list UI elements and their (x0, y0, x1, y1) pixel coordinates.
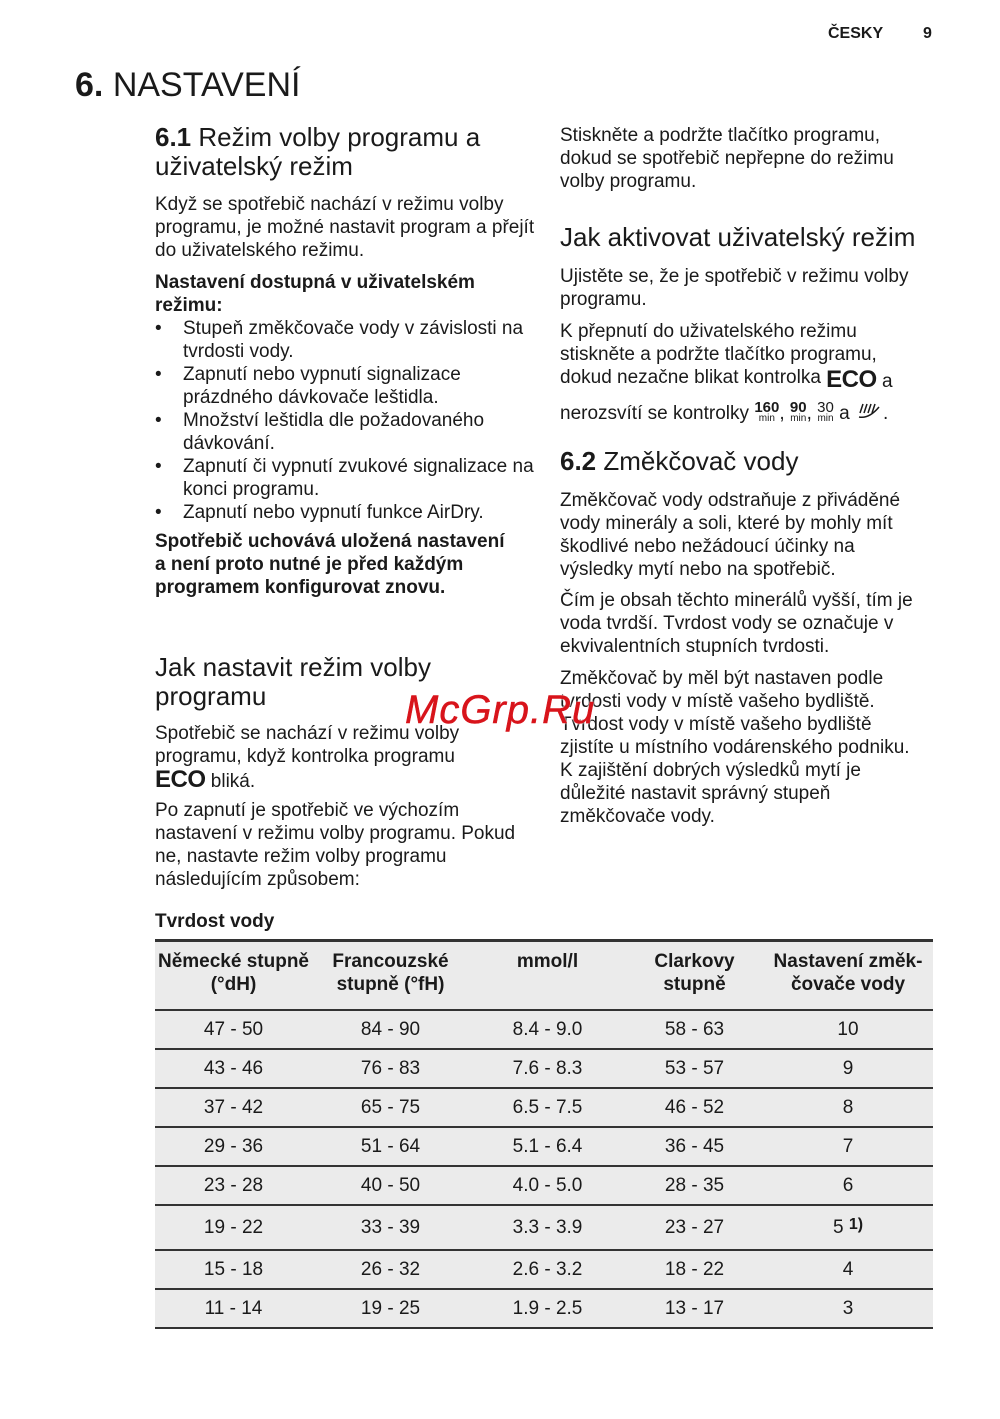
text: bliká. (210, 771, 256, 792)
section-6-2-heading (560, 447, 940, 476)
table-cell: 29 - 36 (155, 1127, 312, 1166)
chapter-number: 6. (75, 66, 104, 104)
table-cell: 1.9 - 2.5 (469, 1289, 626, 1328)
paragraph: Změkčovač by měl být nastaven podle tvrdosti vody v místě vašeho bydliště. Tvrdost vody v místě vašeho bydliště zjistíte u místního vodárenského podniku. K zajištění dobrých výsledků mytí je důležité nastavit správný stupeň změkčovače vody. (560, 668, 910, 827)
footnote-mark: 1) (848, 1216, 864, 1233)
table-row (155, 1127, 933, 1166)
table-cell: 6.5 - 7.5 (469, 1088, 626, 1127)
set-mode-heading: Jak nastavit režim volby programu (155, 652, 431, 711)
table-cell: 15 - 18 (155, 1250, 312, 1289)
eco-indicator-icon: ECO (155, 766, 206, 793)
table-row (155, 1289, 933, 1328)
section-number: 6.1 (155, 122, 192, 152)
table-cell: 76 - 83 (312, 1049, 469, 1088)
page-number: 9 (923, 25, 932, 42)
table-cell: 84 - 90 (312, 1010, 469, 1049)
column-header: Nastavení změk-čovače vody (763, 941, 933, 1011)
table-cell: 8.4 - 9.0 (469, 1010, 626, 1049)
160-min-indicator-icon: 160 min (754, 399, 780, 424)
table-cell: 3.3 - 3.9 (469, 1205, 626, 1250)
table-row (155, 1166, 933, 1205)
paragraph: Stiskněte a podržte tlačítko programu, dokud se spotřebič nepřepne do režimu volby programu. (560, 125, 894, 192)
table-cell: 40 - 50 (312, 1166, 469, 1205)
table-cell: 4.0 - 5.0 (469, 1166, 626, 1205)
cell-value: 5 (832, 1217, 844, 1238)
paragraph: Změkčovač vody odstraňuje z přiváděné vody minerály a soli, které by mohly mít škodlivé nebo nežádoucí účinky na výsledky mytí nebo na spotřebič. (560, 490, 901, 580)
list-item: • Množství leštidla dle požadovaného dávkování. (155, 409, 535, 455)
settings-heading: Nastavení dostupná v uživatelském režimu: (155, 272, 475, 316)
column-header: Německé stupně (°dH) (155, 941, 312, 1011)
chapter-title-text: NASTAVENÍ (112, 66, 301, 104)
text: a (881, 371, 893, 392)
table-cell: 10 (763, 1010, 933, 1049)
table-cell: 28 - 35 (626, 1166, 763, 1205)
paragraph: Ujistěte se, že je spotřebič v režimu volby programu. (560, 266, 909, 310)
section-6-1-heading (155, 123, 535, 181)
table-cell: 19 - 25 (312, 1289, 469, 1328)
text: a (839, 403, 850, 424)
section-number: 6.2 (560, 446, 597, 476)
settings-list (155, 317, 535, 524)
table-cell: 19 - 22 (155, 1205, 312, 1250)
table-cell: 11 - 14 (155, 1289, 312, 1328)
table-cell: 7 (763, 1127, 933, 1166)
90-min-indicator-icon: 90 min (789, 399, 807, 424)
text: . (882, 403, 889, 424)
list-item: • Zapnutí či vypnutí zvukové signalizace na konci programu. (155, 455, 535, 501)
user-mode-heading: Jak aktivovat uživatelský režim (560, 222, 916, 252)
table-row (155, 1049, 933, 1088)
column-header: Clarkovy stupně (626, 941, 763, 1011)
text: Spotřebič se nachází v režimu volby programu, když kontrolka programu (155, 723, 460, 767)
table-cell: 47 - 50 (155, 1010, 312, 1049)
table-cell (763, 1205, 933, 1250)
table-cell: 13 - 17 (626, 1289, 763, 1328)
list-item: • Zapnutí nebo vypnutí signalizace prázdného dávkovače leštidla. (155, 363, 535, 409)
30-min-indicator-icon: 30 min (817, 399, 834, 424)
section-title: Změkčovač vody (603, 446, 799, 476)
chapter-title (75, 66, 300, 105)
table-cell: 3 (763, 1289, 933, 1328)
table-caption: Tvrdost vody (155, 911, 275, 932)
table-cell: 9 (763, 1049, 933, 1088)
table-row (155, 1250, 933, 1289)
table-cell: 53 - 57 (626, 1049, 763, 1088)
paragraph: Po zapnutí je spotřebič ve výchozím nastavení v režimu volby programu. Pokud ne, nastavte režim volby programu následujícím způsobem: (155, 800, 516, 890)
table-row (155, 1205, 933, 1250)
table-cell: 33 - 39 (312, 1205, 469, 1250)
bold-note: Spotřebič uchovává uložená nastavení a není proto nutné je před každým programem konfigurovat znovu. (155, 531, 505, 598)
airdry-indicator-icon (855, 401, 883, 421)
table-cell: 2.6 - 3.2 (469, 1250, 626, 1289)
table-row (155, 1088, 933, 1127)
paragraph: Čím je obsah těchto minerálů vyšší, tím je voda tvrdší. Tvrdost vody se označuje v ekvivalentních stupních tvrdosti. (560, 590, 913, 657)
table-cell: 23 - 28 (155, 1166, 312, 1205)
table-row (155, 1010, 933, 1049)
table-cell: 58 - 63 (626, 1010, 763, 1049)
watermark: McGrp.Ru (405, 688, 596, 732)
section-title: Režim volby programu a uživatelský režim (155, 122, 481, 181)
table-cell: 36 - 45 (626, 1127, 763, 1166)
table-header-row (155, 941, 933, 1011)
table-cell: 18 - 22 (626, 1250, 763, 1289)
text: nerozsvítí se kontrolky (560, 403, 750, 424)
table-cell: 6 (763, 1166, 933, 1205)
column-header: Francouzské stupně (°fH) (312, 941, 469, 1011)
table-cell: 37 - 42 (155, 1088, 312, 1127)
paragraph-line (560, 368, 940, 393)
table-cell: 4 (763, 1250, 933, 1289)
table-cell: 23 - 27 (626, 1205, 763, 1250)
table-cell: 8 (763, 1088, 933, 1127)
eco-indicator-icon: ECO (826, 366, 877, 393)
table-cell: 51 - 64 (312, 1127, 469, 1166)
list-item: • Zapnutí nebo vypnutí funkce AirDry. (155, 501, 535, 524)
list-item: • Stupeň změkčovače vody v závislosti na tvrdosti vody. (155, 317, 535, 363)
table-cell: 7.6 - 8.3 (469, 1049, 626, 1088)
water-hardness-table (155, 939, 933, 1329)
paragraph-line: nerozsvítí se kontrolky 160 min , 90 min , 30 min a . (560, 399, 889, 424)
table-cell: 43 - 46 (155, 1049, 312, 1088)
paragraph: Když se spotřebič nachází v režimu volby programu, je možné nastavit program a přejít do uživatelského režimu. (155, 194, 535, 261)
page-language: ČESKY (828, 25, 884, 42)
table-cell: 65 - 75 (312, 1088, 469, 1127)
table-cell: 26 - 32 (312, 1250, 469, 1289)
text: K přepnutí do uživatelského režimu stiskněte a podržte tlačítko programu, dokud nezačne blikat kontrolka (560, 321, 877, 388)
column-header: mmol/l (469, 941, 626, 1011)
table-cell: 5.1 - 6.4 (469, 1127, 626, 1166)
table-cell: 46 - 52 (626, 1088, 763, 1127)
